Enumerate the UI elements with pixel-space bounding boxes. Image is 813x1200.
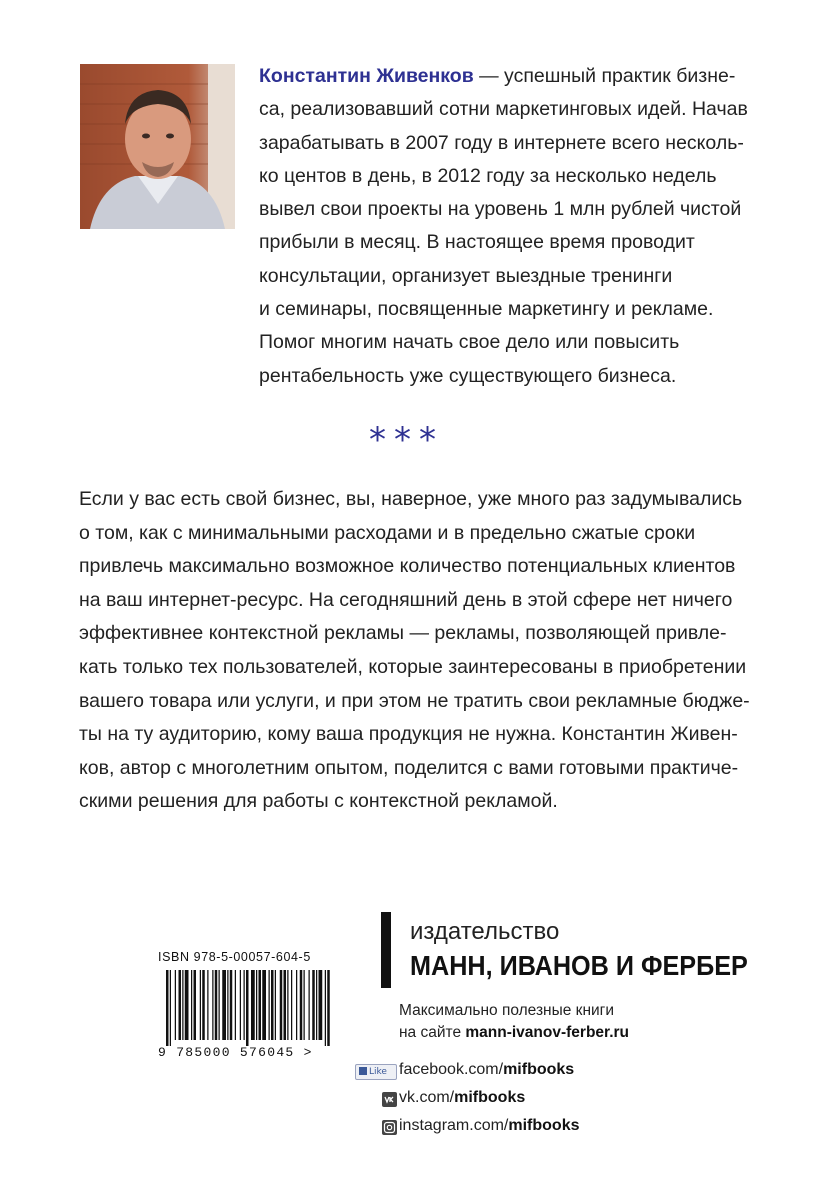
barcode-bar: [185, 970, 189, 1040]
barcode-bar: [235, 970, 236, 1040]
description-line: кать только тех пользователей, которые заинтересованы в приобретении: [79, 655, 747, 678]
barcode-bar: [259, 970, 262, 1040]
author-photo: [80, 64, 235, 229]
book-description: [79, 483, 779, 819]
barcode-bar: [251, 970, 255, 1040]
barcode-bar: [170, 970, 171, 1046]
barcode-bar: [269, 970, 270, 1040]
thumbs-up-icon: [359, 1067, 367, 1075]
barcode-bar: [222, 970, 226, 1040]
barcode-bar: [175, 970, 176, 1040]
publisher-logo: [381, 912, 781, 992]
vk-handle[interactable]: mifbooks: [454, 1089, 526, 1106]
tagline-line-1: Максимально полезные книги: [399, 1002, 614, 1019]
bio-line: са, реализовавший сотни маркетинговых идей. Начав: [259, 98, 748, 121]
barcode-bar: [296, 970, 297, 1040]
bio-line: и семинары, посвященные маркетингу и рекламе.: [259, 298, 714, 321]
barcode-bar: [287, 970, 288, 1040]
facebook-prefix: facebook.com/: [399, 1061, 504, 1078]
barcode-bar: [215, 970, 218, 1040]
barcode-bar: [271, 970, 274, 1040]
barcode-bar: [327, 970, 330, 1046]
barcode-bar: [304, 970, 305, 1040]
publisher-tagline: [399, 1000, 629, 1044]
barcode-bar: [280, 970, 283, 1040]
barcode-bar: [200, 970, 201, 1040]
description-line: ты на ту аудиторию, кому ваша продукция не нужна. Константин Живен-: [79, 723, 738, 746]
ean-digits: 9 785000 576045 >: [158, 1045, 313, 1060]
barcode-bar: [316, 970, 317, 1040]
instagram-handle[interactable]: mifbooks: [508, 1117, 580, 1134]
barcode-bar: [244, 970, 245, 1040]
description-line: ков, автор с многолетним опытом, поделится с вами готовыми практиче-: [79, 756, 739, 779]
barcode-bar: [312, 970, 315, 1040]
bracket-icon: [381, 912, 391, 988]
description-line: о том, как с минимальными расходами и в предельно сжатые сроки: [79, 521, 696, 544]
barcode-bar: [246, 970, 249, 1046]
isbn-barcode: [158, 950, 333, 1065]
barcode-bar: [182, 970, 183, 1040]
description-line: привлечь максимально возможное количество потенциальных клиентов: [79, 555, 736, 578]
facebook-handle[interactable]: mifbooks: [503, 1061, 575, 1078]
publisher-name: МАНН, ИВАНОВ И ФЕРБЕР: [410, 950, 748, 981]
publisher-prefix: издательство: [410, 918, 560, 945]
bio-line: ко центов в день, в 2012 году за несколько недель: [259, 164, 717, 187]
barcode-bar: [300, 970, 303, 1040]
barcode-bar: [230, 970, 233, 1040]
barcode-bar: [194, 970, 197, 1040]
barcode-bar: [191, 970, 192, 1040]
barcode-bar: [275, 970, 276, 1040]
tagline-prefix: на сайте: [399, 1024, 466, 1041]
vk-prefix: vk.com/: [399, 1089, 455, 1106]
author-name: Константин Живенков: [259, 65, 474, 87]
isbn-label: ISBN 978-5-00057-604-5: [158, 950, 311, 964]
bio-line: зарабатывать в 2007 году в интернете всего несколь-: [259, 131, 744, 154]
barcode-bar: [219, 970, 220, 1040]
bio-line: рентабельность уже существующего бизнеса.: [259, 364, 677, 387]
description-line: вашего товара или услуги, и при этом не тратить свои рекламные бюдже-: [79, 689, 750, 712]
description-line: на ваш интернет-ресурс. На сегодняшний день в этой сфере нет ничего: [79, 588, 733, 611]
barcode-bar: [207, 970, 208, 1040]
bio-line: Помог многим начать свое дело или повысить: [259, 331, 680, 354]
barcode-bar: [256, 970, 257, 1040]
description-line: эффективнее контекстной рекламы — рекламы, позволяющей привле-: [79, 622, 727, 645]
barcode-bar: [240, 970, 241, 1040]
barcode-bar: [179, 970, 182, 1040]
bio-line: консультации, организует выездные тренинги: [259, 264, 673, 287]
barcode-bar: [212, 970, 213, 1040]
barcode-bars: [158, 970, 333, 1046]
barcode-bar: [319, 970, 323, 1040]
instagram-icon: [382, 1120, 397, 1135]
vk-icon: [382, 1092, 397, 1107]
barcode-bar: [291, 970, 292, 1040]
bio-line: прибыли в месяц. В настоящее время проводит: [259, 231, 695, 254]
section-separator: ***: [369, 420, 444, 460]
barcode-bar: [309, 970, 310, 1040]
author-bio: [259, 60, 779, 393]
bio-line: вывел свои проекты на уровень 1 млн рублей чистой: [259, 198, 742, 221]
barcode-bar: [262, 970, 266, 1040]
description-line: скими решения для работы с контекстной рекламой.: [79, 790, 558, 813]
instagram-prefix: instagram.com/: [399, 1117, 509, 1134]
barcode-bar: [325, 970, 326, 1046]
facebook-like-button[interactable]: Like: [355, 1064, 397, 1080]
barcode-bar: [166, 970, 169, 1046]
description-line: Если у вас есть свой бизнес, вы, наверное, уже много раз задумывались: [79, 488, 743, 510]
barcode-bar: [202, 970, 205, 1040]
barcode-bar: [227, 970, 228, 1040]
bio-line: — успешный практик бизне-: [473, 65, 736, 87]
barcode-bar: [284, 970, 287, 1040]
website-link[interactable]: mann-ivanov-ferber.ru: [465, 1024, 630, 1041]
